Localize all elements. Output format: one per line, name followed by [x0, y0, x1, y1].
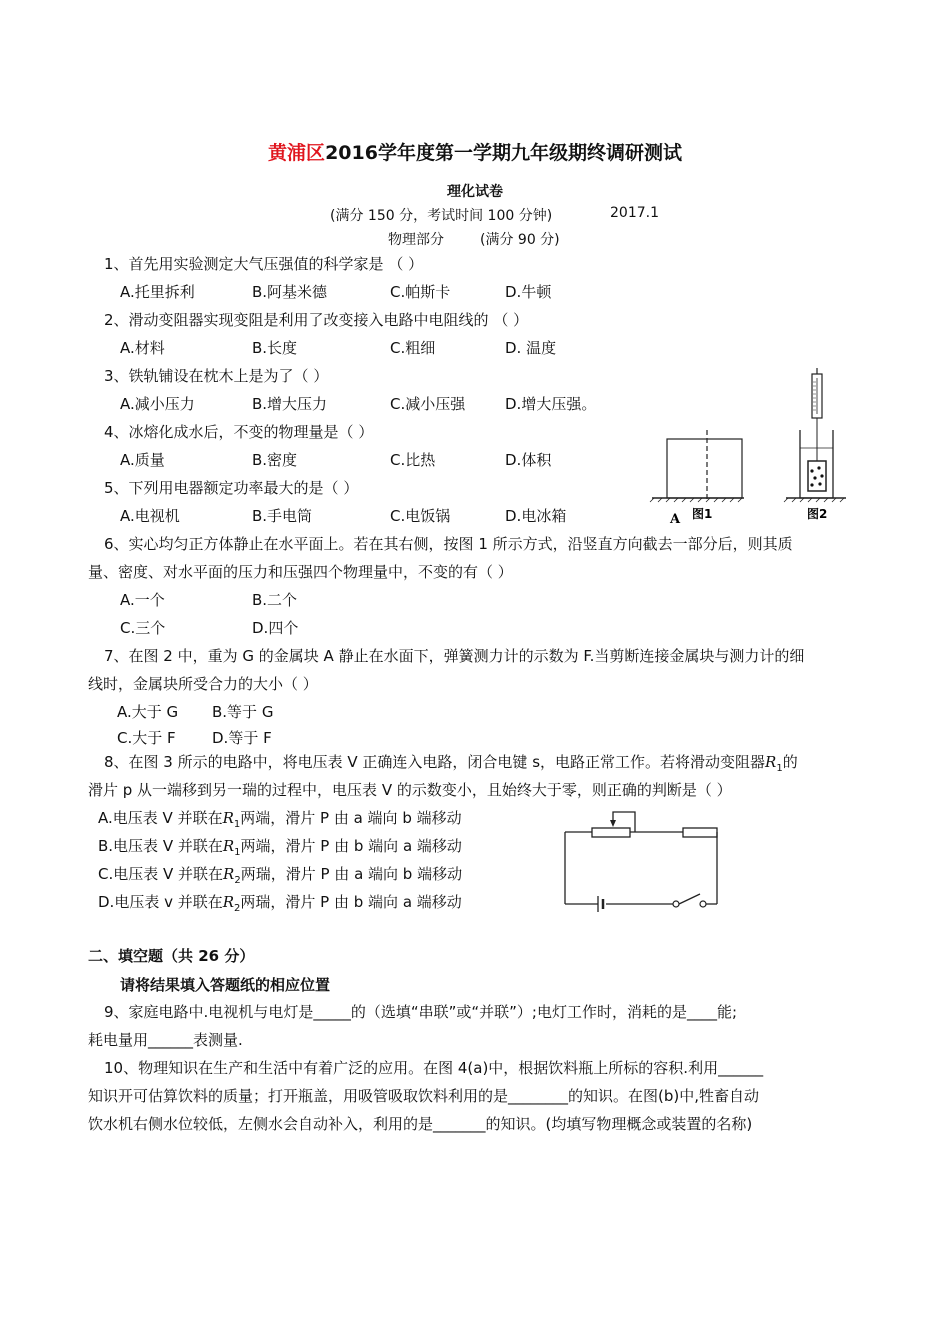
q6-option-a: A.一个 — [120, 591, 165, 609]
figure-1-a-label: A — [670, 512, 681, 527]
section-2-heading: 二、填空题（共 26 分） — [88, 947, 255, 965]
q2-option-b: B.长度 — [252, 339, 298, 357]
q7-option-a: A.大于 G — [117, 703, 179, 721]
question-9-line2: 耗电量用______表测量. — [88, 1031, 243, 1049]
q1-option-a: A.托里拆利 — [120, 283, 195, 301]
question-9-line1: 9、家庭电路中.电视机与电灯是_____的（选填“串联”或“并联”）;电灯工作时，消耗的是____能; — [104, 1003, 738, 1021]
q1-option-b: B.阿基米德 — [252, 283, 328, 301]
q5-option-a: A.电视机 — [120, 507, 180, 525]
part-title: 物理部分 — [388, 232, 444, 248]
q3-option-a: A.减小压力 — [120, 395, 195, 413]
q5-option-d: D.电冰箱 — [505, 507, 567, 525]
q7-option-c: C.大于 F — [117, 729, 176, 747]
question-1: 1、首先用实验测定大气压强值的科学家是 （ ） — [104, 255, 424, 273]
q3-option-b: B.增大压力 — [252, 395, 328, 413]
q3-option-d: D.增大压强。 — [505, 395, 597, 413]
q4-option-d: D.体积 — [505, 451, 552, 469]
q1-option-d: D.牛顿 — [505, 283, 552, 301]
q2-option-a: A.材料 — [120, 339, 165, 357]
q8-option-b: B.电压表 V 并联在$R_1$两端，滑片 P 由 b 端向 a 端移动 — [98, 837, 462, 858]
q7-option-d: D.等于 F — [212, 729, 272, 747]
question-10-line1: 10、物理知识在生产和生活中有着广泛的应用。在图 4(a)中，根据饮料瓶上所标的容积.利用______ — [104, 1059, 764, 1077]
q6-option-c: C.三个 — [120, 619, 166, 637]
switch-terminal-left — [673, 901, 679, 907]
q3-option-c: C.减小压强 — [390, 395, 466, 413]
q4-option-a: A.质量 — [120, 451, 165, 469]
question-4: 4、冰熔化成水后，不变的物理量是（ ） — [104, 423, 374, 441]
q2-option-d: D. 温度 — [505, 339, 557, 357]
question-6-line2: 量、密度、对水平面的压力和压强四个物理量中，不变的有（ ） — [88, 563, 513, 581]
q6-option-d: D.四个 — [252, 619, 299, 637]
subject-title: 理化试卷 — [447, 184, 503, 200]
figure-1-label: 图1 — [692, 507, 713, 521]
q4-option-c: C.比热 — [390, 451, 436, 469]
exam-info: (满分 150 分，考试时间 100 分钟) — [330, 208, 553, 224]
q7-option-b: B.等于 G — [212, 703, 274, 721]
question-7-line2: 线时，金属块所受合力的大小（ ） — [88, 675, 318, 693]
part-score: (满分 90 分) — [480, 232, 560, 248]
q1-option-c: C.帕斯卡 — [390, 283, 451, 301]
q2-option-c: C.粗细 — [390, 339, 436, 357]
slider-arrow — [610, 820, 616, 827]
q8-option-d: D.电压表 v 并联在$R_2$两瑞，滑片 P 由 b 端向 a 端移动 — [98, 893, 462, 914]
question-10-line2: 知识开可估算饮料的质量；打开瓶盖，用吸管吸取饮料利用的是________的知识。在图(b)中,牲畜自动 — [88, 1087, 759, 1105]
circuit-diagram — [558, 806, 728, 916]
q5-option-b: B.手电筒 — [252, 507, 313, 525]
figure-1-2 — [640, 368, 870, 528]
question-2: 2、滑动变阻器实现变阻是利用了改变接入电路中电阻线的 （ ） — [104, 311, 529, 329]
switch-terminal-right — [700, 901, 706, 907]
q6-option-b: B.二个 — [252, 591, 298, 609]
resistor-r2 — [683, 828, 717, 837]
q5-option-c: C.电饭锅 — [390, 507, 451, 525]
question-5: 5、下列用电器额定功率最大的是（ ） — [104, 479, 359, 497]
figure-2-label: 图2 — [807, 507, 828, 521]
question-6-line1: 6、实心均匀正方体静止在水平面上。若在其右侧，按图 1 所示方式，沿竖直方向截去一部分后，则其质 — [104, 535, 793, 553]
exam-date: 2017.1 — [610, 205, 659, 221]
q8-option-a: A.电压表 V 并联在$R_1$两端，滑片 P 由 a 端向 b 端移动 — [98, 809, 462, 830]
section-2-instruction: 请将结果填入答题纸的相应位置 — [120, 976, 331, 994]
rheostat-r1 — [592, 828, 630, 837]
figure-2-spring-scale — [784, 368, 846, 502]
figure-1-cube — [650, 430, 744, 502]
page-title: 黄浦区2016学年度第一学期九年级期终调研测试 — [268, 142, 682, 164]
question-7-line1: 7、在图 2 中，重为 G 的金属块 A 静止在水面下，弹簧测力计的示数为 F.当剪断连接金属块与测力计的细 — [104, 647, 805, 665]
question-3: 3、铁轨铺设在枕木上是为了（ ） — [104, 367, 329, 385]
question-8-line1: 8、在图 3 所示的电路中，将电压表 V 正确连入电路，闭合电键 s，电路正常工作。若将滑动变阻器$R_1$的 — [104, 753, 798, 774]
q8-option-c: C.电压表 V 并联在$R_2$两瑞，滑片 P 由 a 端向 b 端移动 — [98, 865, 463, 886]
question-8-line2: 滑片 p 从一端移到另一瑞的过程中，电压表 V 的示数变小，且始终大于零，则正确的判断是（ ） — [88, 781, 732, 799]
question-10-line3: 饮水机右侧水位较低，左侧水会自动补入，利用的是_______的知识。(均填写物理概念或装置的名称) — [88, 1115, 753, 1133]
q4-option-b: B.密度 — [252, 451, 298, 469]
